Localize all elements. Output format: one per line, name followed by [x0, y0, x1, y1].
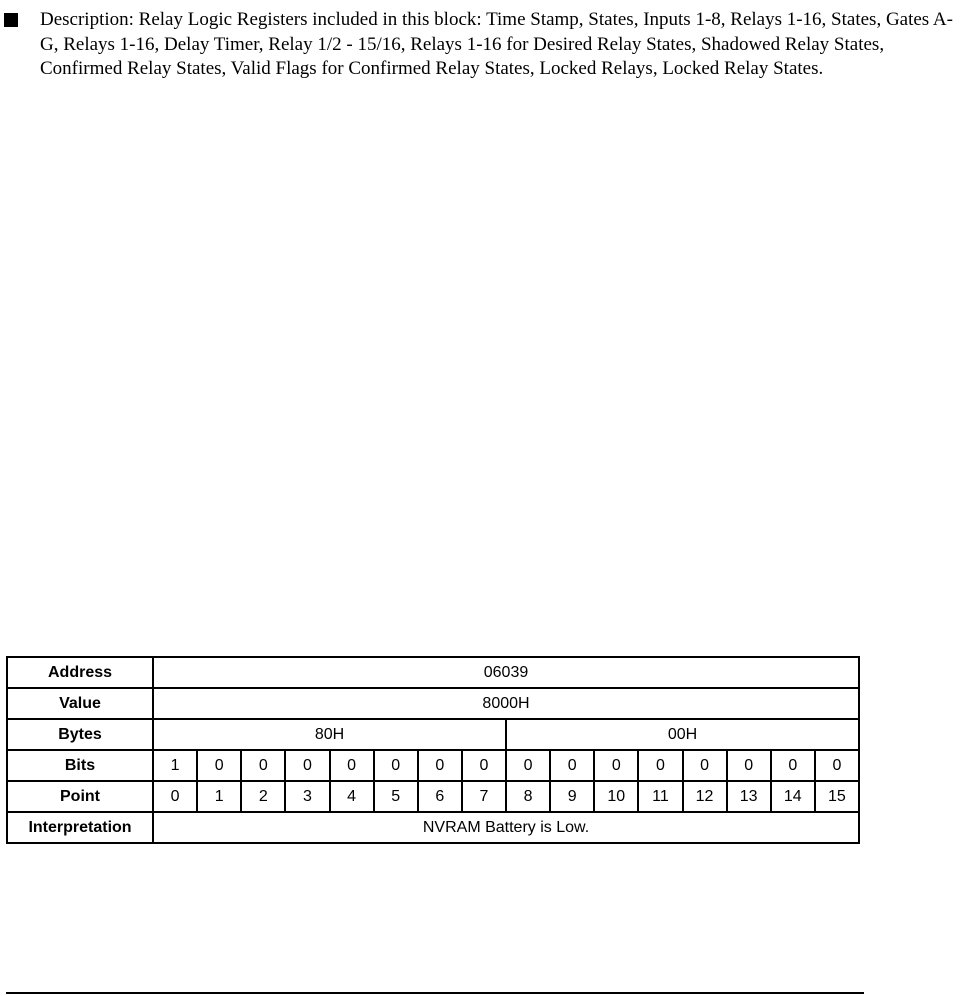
point-cell: 12 — [683, 781, 727, 812]
point-cell: 2 — [241, 781, 285, 812]
point-cell: 6 — [418, 781, 462, 812]
point-cell: 7 — [462, 781, 506, 812]
interpretation-row — [7, 812, 859, 843]
bit-cell: 0 — [285, 750, 329, 781]
high-byte-cell: 80H — [153, 719, 506, 750]
bytes-label: Bytes — [7, 719, 153, 750]
bytes-row — [7, 719, 859, 750]
value-row — [7, 688, 859, 719]
bit-cell: 0 — [197, 750, 241, 781]
description-paragraph — [4, 8, 964, 82]
value-label: Value — [7, 688, 153, 719]
point-cell: 1 — [197, 781, 241, 812]
bits-row — [7, 750, 859, 781]
interpretation-value: NVRAM Battery is Low. — [153, 812, 859, 843]
address-row — [7, 657, 859, 688]
bit-cell: 0 — [683, 750, 727, 781]
bit-cell: 0 — [771, 750, 815, 781]
bit-cell: 0 — [374, 750, 418, 781]
register-table — [6, 656, 860, 844]
bit-cell: 0 — [462, 750, 506, 781]
address-value: 06039 — [153, 657, 859, 688]
footer-rule — [6, 992, 864, 994]
point-row — [7, 781, 859, 812]
point-cell: 14 — [771, 781, 815, 812]
bit-cell: 0 — [727, 750, 771, 781]
point-cell: 4 — [330, 781, 374, 812]
point-cell: 15 — [815, 781, 859, 812]
interpretation-label: Interpretation — [7, 812, 153, 843]
point-cell: 8 — [506, 781, 550, 812]
bit-cell: 0 — [241, 750, 285, 781]
bits-label: Bits — [7, 750, 153, 781]
point-cell: 13 — [727, 781, 771, 812]
point-label: Point — [7, 781, 153, 812]
point-cell: 3 — [285, 781, 329, 812]
bullet-square-icon — [4, 13, 18, 27]
bit-cell: 0 — [418, 750, 462, 781]
bit-cell: 0 — [594, 750, 638, 781]
point-cell: 10 — [594, 781, 638, 812]
description-text: Description: Relay Logic Registers included in this block: Time Stamp, States, Inputs 1-8, Relays 1-16, States, Gates A-G, Relays 1-16, Delay Timer, Relay 1/2 - 15/16, Relays 1-16 for Desired Relay States, Shadowed Relay States, Confirmed Relay States, Valid Flags for Confirmed Relay States, Locked Relays, Locked Relay States. — [40, 9, 953, 79]
point-cell: 11 — [638, 781, 682, 812]
bit-cell: 0 — [550, 750, 594, 781]
point-cell: 9 — [550, 781, 594, 812]
point-cell: 5 — [374, 781, 418, 812]
value-value: 8000H — [153, 688, 859, 719]
bit-cell: 0 — [638, 750, 682, 781]
bit-cell: 0 — [330, 750, 374, 781]
point-cell: 0 — [153, 781, 197, 812]
low-byte-cell: 00H — [506, 719, 859, 750]
bit-cell: 1 — [153, 750, 197, 781]
bit-cell: 0 — [506, 750, 550, 781]
address-label: Address — [7, 657, 153, 688]
bit-cell: 0 — [815, 750, 859, 781]
